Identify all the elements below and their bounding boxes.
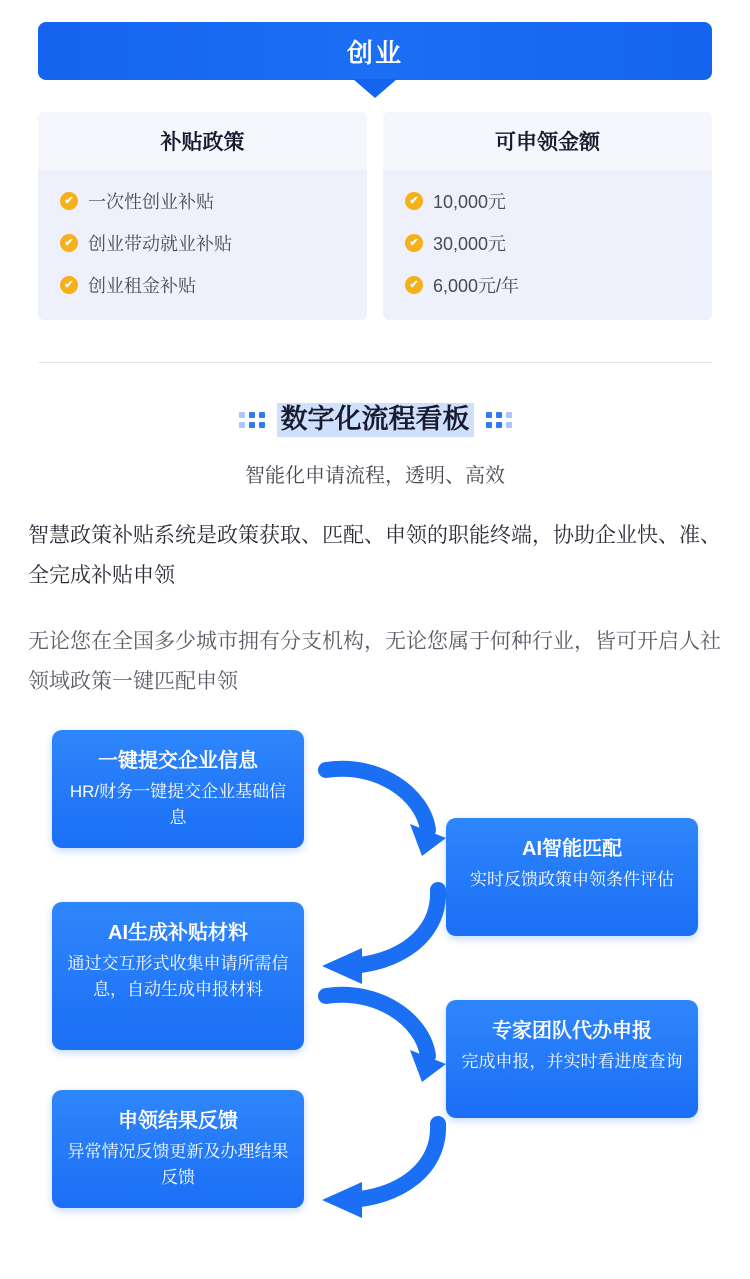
decorative-dots-right-icon [486, 412, 512, 428]
list-item-label: 一次性创业补贴 [88, 192, 214, 212]
intro-paragraph-2: 无论您在全国多少城市拥有分支机构，无论您属于何种行业，皆可开启人社领域政策一键匹配申领 [28, 629, 721, 693]
flow-arrow-left-down-icon [318, 1112, 448, 1222]
list-item [405, 230, 690, 256]
list-item-label: 创业租金补贴 [88, 276, 196, 296]
list-item [405, 272, 690, 298]
flow-node-desc: 通过交互形式收集申请所需信息，自动生成申报材料 [67, 953, 289, 999]
process-flow-diagram [0, 730, 750, 1230]
section-heading [0, 403, 750, 437]
decorative-dots-left-icon [239, 412, 265, 428]
page-title: 数字化流程看板 [277, 403, 474, 437]
card-item-list [38, 170, 367, 298]
check-icon: ✔ [405, 276, 423, 294]
section-divider [38, 362, 712, 363]
check-icon: ✔ [405, 234, 423, 252]
list-item [60, 188, 345, 214]
info-cards [38, 112, 712, 320]
flow-arrow-right-down-icon [318, 752, 448, 862]
list-item-label: 30,000元 [433, 234, 507, 254]
flow-arrow-left-down-icon [318, 878, 448, 988]
check-icon: ✔ [60, 234, 78, 252]
flow-node-desc: 异常情况反馈更新及办理结果反馈 [67, 1141, 289, 1187]
flow-node-title: 专家团队代办申报 [492, 1019, 652, 1042]
flow-node-title: 申领结果反馈 [118, 1109, 238, 1132]
top-banner [38, 22, 712, 80]
flow-node-desc: HR/财务一键提交企业基础信息 [69, 781, 287, 827]
page-root [0, 22, 750, 1279]
card-header: 补贴政策 [38, 112, 367, 170]
flow-node-ai-matching [446, 818, 698, 936]
card-claimable-amount [383, 112, 712, 320]
check-icon: ✔ [60, 276, 78, 294]
list-item [60, 230, 345, 256]
flow-node-ai-generate-materials [52, 902, 304, 1050]
banner-arrow-icon [353, 79, 397, 98]
card-item-list [383, 170, 712, 298]
list-item [405, 188, 690, 214]
flow-node-desc: 完成申报，并实时看进度查询 [461, 1051, 683, 1071]
flow-node-expert-filing [446, 1000, 698, 1118]
list-item-label: 创业带动就业补贴 [88, 234, 232, 254]
card-header: 可申领金额 [383, 112, 712, 170]
flow-node-title: 一键提交企业信息 [98, 749, 258, 772]
check-icon: ✔ [405, 192, 423, 210]
banner-title: 创业 [38, 22, 712, 80]
flow-node-desc: 实时反馈政策申领条件评估 [470, 869, 674, 889]
intro-paragraph-1: 智慧政策补贴系统是政策获取、匹配、申领的职能终端，协助企业快、准、全完成补贴申领 [28, 523, 721, 587]
flow-arrow-right-down-icon [318, 978, 448, 1088]
section-subtitle: 智能化申请流程，透明、高效 [245, 464, 505, 487]
flow-node-result-feedback [52, 1090, 304, 1208]
list-item-label: 10,000元 [433, 192, 507, 212]
list-item-label: 6,000元/年 [433, 276, 520, 296]
check-icon: ✔ [60, 192, 78, 210]
flow-node-submit-company-info [52, 730, 304, 848]
flow-node-title: AI生成补贴材料 [108, 921, 248, 944]
card-subsidy-policy [38, 112, 367, 320]
list-item [60, 272, 345, 298]
flow-node-title: AI智能匹配 [522, 837, 622, 860]
